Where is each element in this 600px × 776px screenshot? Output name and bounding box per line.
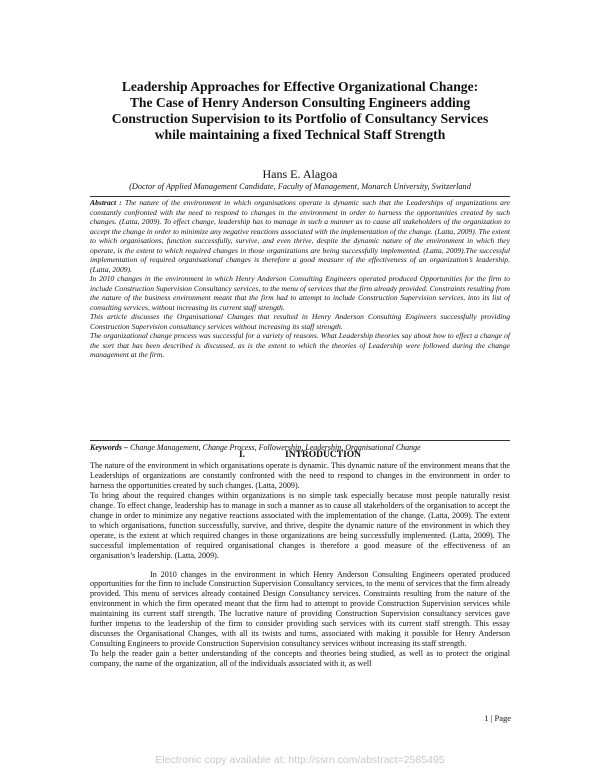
keywords-label: Keywords – (90, 443, 128, 452)
ssrn-footer: Electronic copy available at: http://ssrn.com/abstract=2585495 (155, 754, 445, 766)
section-title: INTRODUCTION (285, 450, 362, 460)
section-number: I. (238, 450, 246, 460)
keywords-text: Change Management, Change Process, Followership, Leadership, Organisational Change (128, 443, 421, 452)
body-paragraph: To help the reader gain a better understanding of the concepts and theories being studied, as well as to protect the original company, the name of the organization, all of the individuals associated with it, as well (90, 649, 510, 669)
abstract-paragraph: This article discusses the Organisational Changes that resulted in Henry Anderson Consulting Engineers successfully providing Construction Supervision consultancy services without increasing its staff strength. (90, 312, 510, 331)
keywords-top-rule (90, 440, 510, 441)
abstract-paragraph: The organizational change process was successful for a variety of reasons. What Leadership theories say about how to effect a change of the sort that has been described is discussed, as is the extent to which the theories of Leadership were followed during the change management at the firm. (90, 331, 510, 359)
abstract-text: The nature of the environment in which organisations operate is dynamic such that the Leaderships of organizations are constantly confronted with the need to respond to changes in the environment in order to harness the opportunities created by such changes. (Latta, 2009). To effect change, leadership has to manage in such a manner as to cause all stakeholders of the organization to accept the change in order to minimize any negative reactions associated with the implementation of the change. (Latta, 2009). The extent to which organisations, function successfully, survive, and even thrive, despite the dynamic nature of the environment in which they operate, is the extent to which required changes in those organizations are being successfully implemented. (Latta, 2009).The successful implementation of required organisational changes is therefore a good measure of the effectiveness of an organization’s leadership. (Latta, 2009). (90, 198, 511, 274)
author-affiliation: (Doctor of Applied Management Candidate, Faculty of Management, Monarch University, Switzerland (129, 182, 471, 191)
abstract-paragraph: In 2010 changes in the environment in which Henry Anderson Consulting Engineers operated produced Opportunities for the firm to include Construction Supervision Consultancy services, to the menu of services that the firm already provided. Constraints resulting from the nature of the business environment meant that the firm had to attempt to include Construction Supervision services, into its list of consulting services, without increasing its current staff strength. (90, 274, 510, 312)
abstract-top-rule (90, 196, 510, 197)
abstract-label: Abstract : (90, 198, 122, 207)
author-name: Hans E. Alagoa (262, 167, 338, 181)
body-paragraph: In 2010 changes in the environment in which Henry Anderson Consulting Engineers operated produced opportunities for the firm to include Construction Supervision Consultancy services, to the menu of services that the firm already provided. This menu of services already contained Design Consultancy services. Constraints resulting from the nature of the environment in which the firm operated meant that the firm had to attempt to provide Construction Supervision services while maintaining its current staff strength. The lucrative nature of providing Construction Supervision consultancy services gave further impetus to the leadership of the firm to consider providing such services with its current staff strength. This essay discusses the Organisational Changes, with all its twists and turns, associated with making it possible for Henry Anderson Consulting Engineers to provide Construction Supervision consultancy services without increasing its staff strength. (90, 569, 510, 649)
body-text (90, 461, 510, 669)
body-paragraph: To bring about the required changes within organizations is no simple task especially because most people naturally resist change. To effect change, leadership has to manage in such a manner as to cause all stakeholders of the organisation to accept the change in order to minimize any negative reactions associated with the implementation of the change. (Latta, 2009). The extent to which organisations, function successfully, survive, and thrive, despite the dynamic nature of the environment in which they operate, is the extent at which required changes in those organizations are being successfully implemented. (Latta, 2009). The successful implementation of required organisational changes is therefore a good measure of the effectiveness of an organisation’s leadership. (Latta, 2009). (90, 490, 510, 560)
title-line: Leadership Approaches for Effective Organizational Change: (121, 79, 479, 94)
body-paragraph: The nature of the environment in which organisations operate is dynamic. This dynamic nature of the environment means that the Leaderships of organizations are constantly confronted with the need to respond to changes in the environment in order to harness the opportunities created by such changes. (Latta, 2009). (90, 461, 510, 490)
paper-title (80, 79, 520, 143)
title-line: while maintaining a fixed Technical Staff Strength (154, 127, 446, 142)
abstract-paragraph (90, 198, 510, 274)
page-number: 1 | Page (484, 713, 511, 723)
section-heading (90, 450, 510, 460)
title-line: Construction Supervision to its Portfolio of Consultancy Services (111, 111, 489, 126)
title-line: The Case of Henry Anderson Consulting Engineers adding (129, 95, 471, 110)
abstract (90, 198, 510, 360)
